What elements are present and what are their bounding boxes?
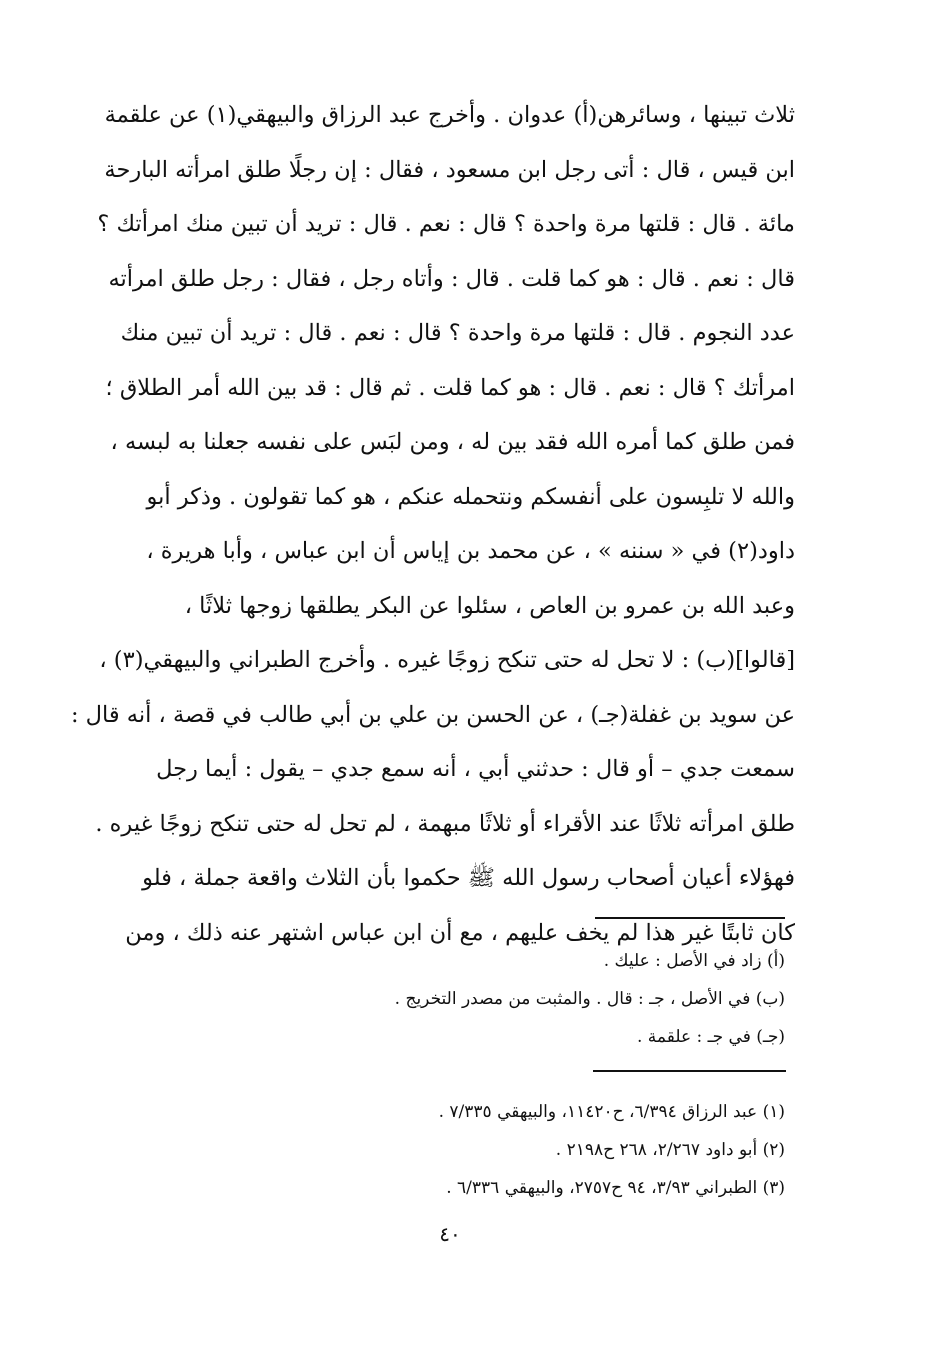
source-footnote: (٣) الطبراني ٣/٩٣، ٩٤ ح٢٧٥٧، والبيهقي ٦/٣٣٦ . <box>446 1178 785 1198</box>
variant-note: (أ) زاد في الأصل : عليك . <box>603 951 785 971</box>
variant-notes <box>285 942 785 1056</box>
text-line: كان ثابتًا غير هذا لم يخف عليهم ، مع أن ابن عباس اشتهر عنه ذلك ، ومن <box>125 919 795 946</box>
text-line: طلق امرأته ثلاثًا عند الأقراء أو ثلاثًا مبهمة ، لم تحل له حتى تنكح زوجًا غيره . <box>95 810 795 837</box>
text-line: امرأتك ؟ قال : نعم . قال : هو كما قلت . ثم قال : قد بين الله أمر الطلاق ؛ <box>105 374 795 401</box>
page-number: ٤٠ <box>439 1222 461 1246</box>
source-footnotes <box>285 1093 785 1207</box>
source-footnote: (٢) أبو داود ٢/٢٦٧، ٢٦٨ ح٢١٩٨ . <box>555 1140 785 1160</box>
text-line: عدد النجوم . قال : قلتها مرة واحدة ؟ قال : نعم . قال : تريد أن تبين منك <box>120 320 795 346</box>
source-footnote: (١) عبد الرزاق ٦/٣٩٤، ح١١٤٢٠، والبيهقي ٧/٣٣٥ . <box>438 1102 785 1122</box>
text-line: قال : نعم . قال : هو كما قلت . قال : وأتاه رجل ، فقال : رجل طلق امرأته <box>108 265 795 292</box>
text-line: والله لا تلبِسون على أنفسكم ونتحمله عنكم ، هو كما تقولون . وذكر أبو <box>146 483 795 510</box>
text-line: فهؤلاء أعيان أصحاب رسول الله ﷺ حكموا بأن الثلاث واقعة جملة ، فلو <box>142 865 795 891</box>
text-line: [قالوا](ب) : لا تحل له حتى تنكح زوجًا غيره . وأخرج الطبراني والبيهقي(٣) ، <box>99 647 795 673</box>
text-line: مائة . قال : قلتها مرة واحدة ؟ قال : نعم . قال : تريد أن تبين منك امرأتك ؟ <box>97 211 795 237</box>
variant-note: (جـ) في جـ : علقمة . <box>636 1027 785 1047</box>
text-line: داود(٢) في « سننه » ، عن محمد بن إياس أن ابن عباس ، وأبا هريرة ، <box>146 538 795 564</box>
variant-note: (ب) في الأصل ، جـ : قال . والمثبت من مصدر التخريج . <box>394 989 785 1009</box>
text-line: وعبد الله بن عمرو بن العاص ، سئلوا عن البكر يطلقها زوجها ثلاثًا ، <box>184 592 795 619</box>
footnote-divider-numbers <box>593 1070 786 1072</box>
footnote-divider-letters <box>595 917 785 919</box>
main-text-block <box>70 88 795 960</box>
text-line: سمعت جدي – أو قال : حدثني أبي ، أنه سمع جدي – يقول : أيما رجل <box>156 756 795 782</box>
text-line: ثلاث تبينها ، وسائرهن(أ) عدوان . وأخرج عبد الرزاق والبيهقي(١) عن علقمة <box>104 102 795 128</box>
text-line: ابن قيس ، قال : أتى رجل ابن مسعود ، فقال : إن رجلًا طلق امرأته البارحة <box>104 156 795 183</box>
text-line: عن سويد بن غفلة(جـ) ، عن الحسن بن علي بن أبي طالب في قصة ، أنه قال : <box>70 701 795 728</box>
text-line: فمن طلق كما أمره الله فقد بين له ، ومن لبَس على نفسه جعلنا به لبسه ، <box>110 429 795 455</box>
